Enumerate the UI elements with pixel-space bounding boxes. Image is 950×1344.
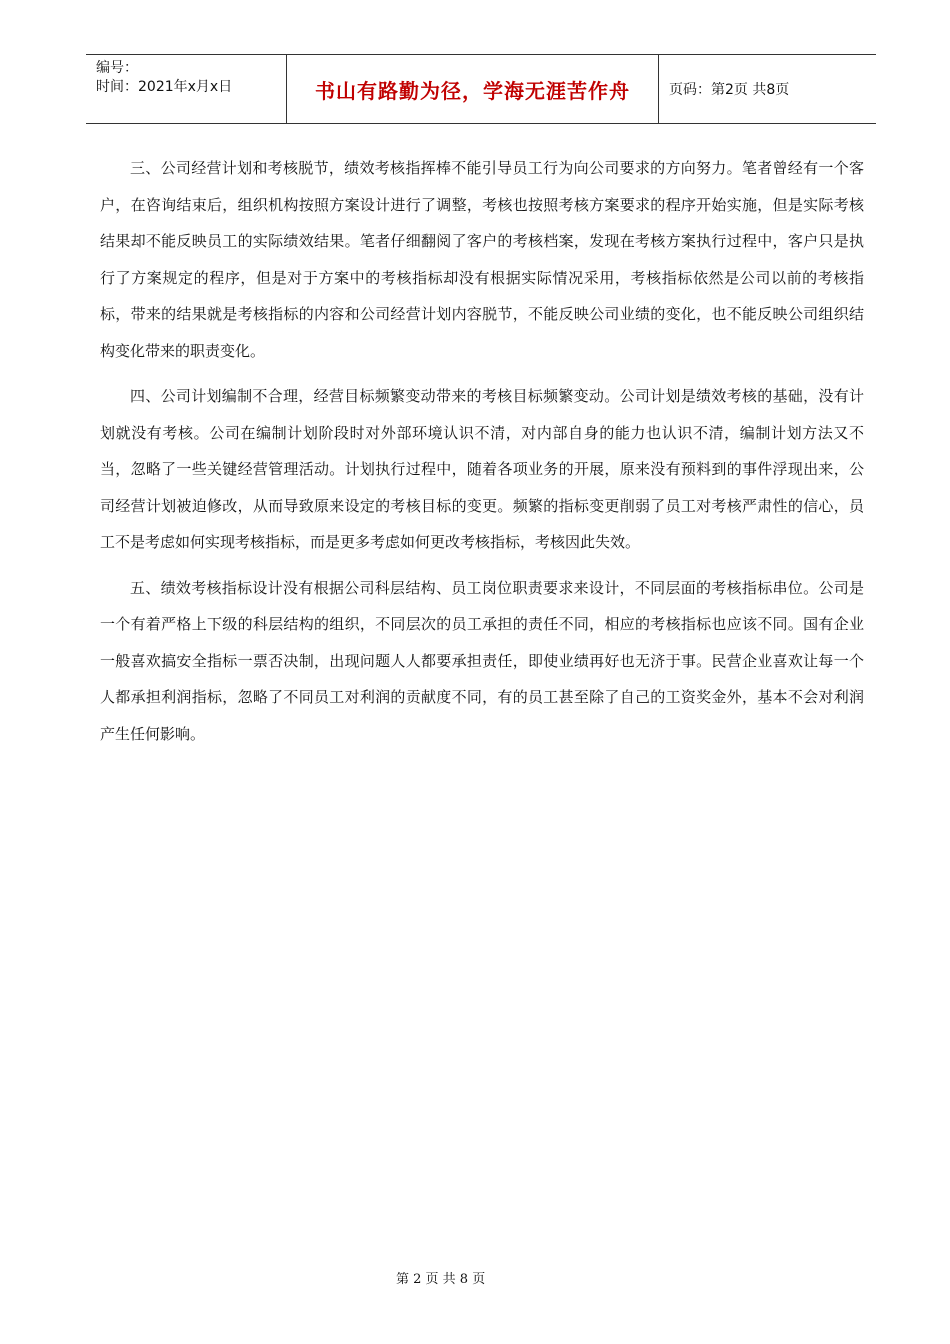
header-motto: 书山有路勤为径，学海无涯苦作舟 xyxy=(287,55,659,123)
paragraph-five: 五、绩效考核指标设计没有根据公司科层结构、员工岗位职责要求来设计，不同层面的考核指标串位。公司是一个有着严格上下级的科层结构的组织，不同层次的员工承担的责任不同，相应的考核指标也应该不同。国有企业一般喜欢搞安全指标一票否决制，出现问题人人都要承担责任，即使业绩再好也无济于事。民营企业喜欢让每一个人都承担利润指标，忽略了不同员工对利润的贡献度不同，有的员工甚至除了自己的工资奖金外，基本不会对利润产生任何影响。 xyxy=(100,578,864,743)
paragraph-three: 三、公司经营计划和考核脱节，绩效考核指挥棒不能引导员工行为向公司要求的方向努力。笔者曾经有一个客户，在咨询结束后，组织机构按照方案设计进行了调整，考核也按照考核方案要求的程序开始实施，但是实际考核结果却不能反映员工的实际绩效结果。笔者仔细翻阅了客户的考核档案，发现在考核方案执行过程中，客户只是执行了方案规定的程序，但是对于方案中的考核指标却没有根据实际情况采用，考核指标依然是公司以前的考核指标，带来的结果就是考核指标的内容和公司经营计划内容脱节，不能反映公司业绩的变化，也不能反映公司组织结构变化带来的职责变化。 xyxy=(100,159,864,360)
header-meta xyxy=(86,55,287,123)
page-header xyxy=(86,54,876,124)
page-footer: 第 2 页 共 8 页 xyxy=(396,1272,486,1287)
paragraph-four: 四、公司计划编制不合理，经营目标频繁变动带来的考核目标频繁变动。公司计划是绩效考核的基础，没有计划就没有考核。公司在编制计划阶段时对外部环境认识不清，对内部自身的能力也认识不清，编制计划方法又不当，忽略了一些关键经营管理活动。计划执行过程中，随着各项业务的开展，原来没有预料到的事件浮现出来，公司经营计划被迫修改，从而导致原来设定的考核目标的变更。频繁的指标变更削弱了员工对考核严肃性的信心，员工不是考虑如何实现考核指标，而是更多考虑如何更改考核指标，考核因此失效。 xyxy=(100,387,864,551)
document-body xyxy=(100,150,864,761)
document-date-label: 时间：2021年x月x日 xyxy=(96,79,233,95)
document-number-label: 编号： xyxy=(96,60,138,76)
header-page-number: 页码：第2页 共8页 xyxy=(669,82,790,98)
